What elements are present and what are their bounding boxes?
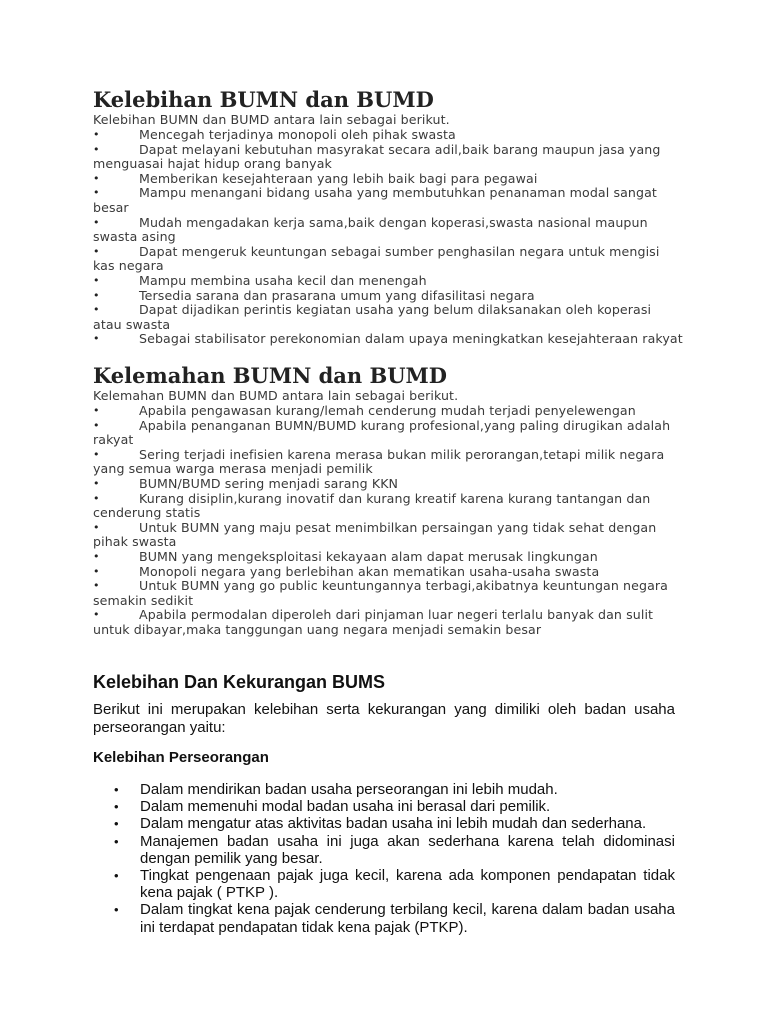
- list-kelebihan-perseorangan: [93, 781, 675, 936]
- bullet-icon: •: [114, 868, 119, 884]
- heading-kelebihan-bumn: Kelebihan BUMN dan BUMD: [93, 87, 434, 112]
- list-item: • BUMN/BUMD sering menjadi sarang KKN: [93, 475, 399, 491]
- bullet-icon: •: [114, 833, 119, 849]
- heading-kelemahan-bumn: Kelemahan BUMN dan BUMD: [93, 363, 447, 388]
- bullet-icon: •: [93, 244, 100, 258]
- list-item: • Mampu membina usaha kecil dan menengah: [93, 272, 427, 288]
- list-item: • Apabila penanganan BUMN/BUMD kurang profesional,yang paling dirugikan adalah rakyat: [93, 417, 671, 448]
- list-item: • Apabila pengawasan kurang/lemah cenderung mudah terjadi penyelewengan: [93, 403, 636, 418]
- bullet-icon: •: [93, 288, 100, 302]
- bullet-icon: •: [93, 142, 100, 156]
- list-item: • Mencegah terjadinya monopoli oleh pihak swasta: [93, 127, 456, 142]
- list-item: • Mampu menangani bidang usaha yang membutuhkan penanaman modal sangat besar: [93, 185, 657, 215]
- list-item: • Dalam memenuhi modal badan usaha ini berasal dari pemilik.: [114, 798, 551, 816]
- heading-bums: Kelebihan Dan Kekurangan BUMS: [93, 672, 386, 692]
- list-item: • Untuk BUMN yang maju pesat menimbilkan persaingan yang tidak sehat dengan pihak swasta: [93, 519, 657, 550]
- list-item: • Manajemen badan usaha ini juga akan sederhana karena telah didominasi dengan pemilik yang besar.: [114, 832, 675, 867]
- bullet-icon: •: [93, 303, 100, 317]
- intro-kelebihan-bumn: Kelebihan BUMN dan BUMD antara lain sebagai berikut.: [93, 112, 450, 127]
- list-item: • Dalam mengatur atas aktivitas badan usaha ini lebih mudah dan sederhana.: [114, 815, 647, 833]
- list-item: • Dapat mengeruk keuntungan sebagai sumber penghasilan negara untuk mengisi kas negara: [93, 243, 660, 274]
- bullet-icon: •: [93, 128, 100, 141]
- bullet-icon: •: [93, 608, 100, 622]
- list-item: • Mudah mengadakan kerja sama,baik dengan koperasi,swasta nasional maupun swasta asing: [93, 214, 648, 245]
- bullet-icon: •: [114, 816, 119, 832]
- list-item: • Sebagai stabilisator perekonomian dalam upaya meningkatkan kesejahteraan rakyat: [93, 331, 683, 347]
- list-kelebihan-bumn: [93, 128, 683, 347]
- list-item: • Tersedia sarana dan prasarana umum yang difasilitasi negara: [93, 287, 535, 303]
- bullet-icon: •: [114, 799, 119, 815]
- intro-kelemahan-bumn: Kelemahan BUMN dan BUMD antara lain sebagai berikut.: [93, 388, 459, 403]
- list-item: • Apabila permodalan diperoleh dari pinjaman luar negeri terlalu banyak dan sulit untuk dibayar,maka tanggungan uang negara menjadi semakin besar: [93, 607, 654, 637]
- subheading-kelebihan-perseorangan: Kelebihan Perseorangan: [93, 749, 269, 766]
- bullet-icon: •: [93, 418, 100, 432]
- list-item: • Dapat dijadikan perintis kegiatan usaha yang belum dilaksanakan oleh koperasi atau swasta: [93, 302, 652, 332]
- list-item: • Dalam mendirikan badan usaha perseorangan ini lebih mudah.: [114, 781, 558, 798]
- bullet-icon: •: [114, 782, 119, 797]
- bullet-icon: •: [93, 273, 100, 287]
- list-item: • Kurang disiplin,kurang inovatif dan kurang kreatif karena kurang tantangan dan cenderung statis: [93, 490, 651, 521]
- bullet-icon: •: [93, 564, 100, 578]
- list-item: • Sering terjadi inefisien karena merasa bukan milik perorangan,tetapi milik negara yang semua warga merasa menjadi pemilik: [93, 446, 665, 477]
- list-kelemahan-bumn: [93, 404, 683, 638]
- bullet-icon: •: [93, 215, 100, 229]
- bullet-icon: •: [114, 902, 119, 918]
- bullet-icon: •: [93, 171, 100, 185]
- bullet-icon: •: [93, 579, 100, 593]
- list-item: • Tingkat pengenaan pajak juga kecil, karena ada komponen pendapatan tidak kena pajak ( PTKP ).: [114, 867, 675, 902]
- list-item: • BUMN yang mengeksploitasi kekayaan alam dapat merusak lingkungan: [93, 548, 598, 564]
- list-item: • Untuk BUMN yang go public keuntungannya terbagi,akibatnya keuntungan negara semakin sedikit: [93, 578, 668, 608]
- bullet-icon: •: [93, 549, 100, 563]
- bullet-icon: •: [93, 476, 100, 490]
- bullet-icon: •: [93, 404, 100, 417]
- bullet-icon: •: [93, 491, 100, 505]
- list-item: • Dalam tingkat kena pajak cenderung terbilang kecil, karena dalam badan usaha ini terdapat pendapatan tidak kena pajak (PTKP).: [114, 901, 675, 936]
- list-item: • Dapat melayani kebutuhan masyrakat secara adil,baik barang maupun jasa yang menguasai hajat hidup orang banyak: [93, 141, 661, 172]
- bullet-icon: •: [93, 447, 100, 461]
- list-item: • Monopoli negara yang berlebihan akan mematikan usaha-usaha swasta: [93, 563, 600, 579]
- bullet-icon: •: [93, 186, 100, 200]
- intro-bums: Berikut ini merupakan kelebihan serta kekurangan yang dimiliki oleh badan usaha perseorangan yaitu:: [93, 701, 675, 736]
- bullet-icon: •: [93, 520, 100, 534]
- bullet-icon: •: [93, 332, 100, 346]
- list-item: • Memberikan kesejahteraan yang lebih baik bagi para pegawai: [93, 170, 538, 186]
